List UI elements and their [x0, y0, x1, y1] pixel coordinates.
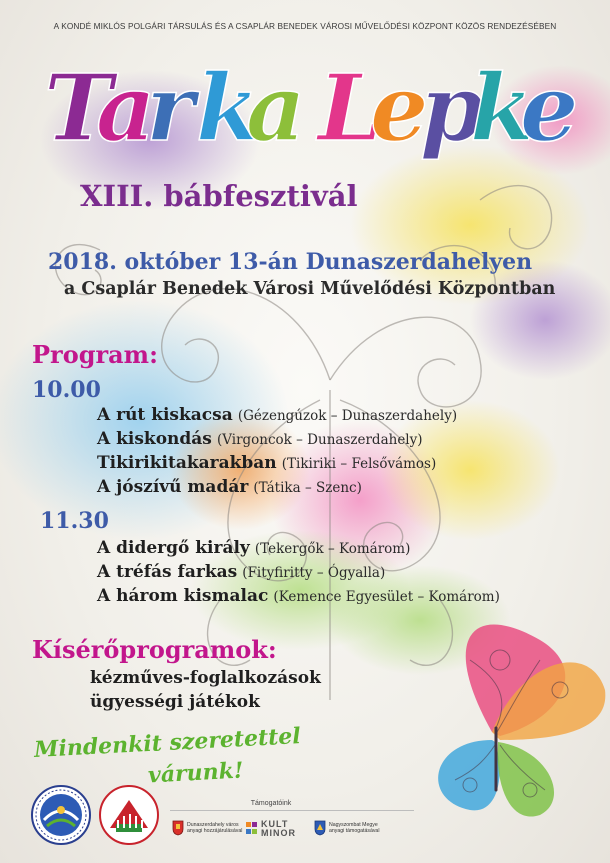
sponsor-region-line2: anyagi támogatásával: [329, 828, 380, 834]
performance-title: A kiskondás: [97, 429, 212, 449]
side-programs-list: [90, 666, 321, 714]
performer-group: (Fityfiritty – Ógyalla): [242, 565, 386, 581]
title-letter: k: [470, 54, 534, 162]
performer-group: (Kemence Egyesület – Komárom): [273, 589, 500, 605]
sponsor-region-line1: Nagyszombat Megye: [329, 821, 378, 828]
title-letter: p: [420, 54, 485, 162]
kultminor-line1: KULT: [261, 819, 289, 829]
title-letter: L: [318, 54, 383, 162]
sponsor-town-line1: Dunaszerdahely város: [187, 821, 239, 828]
event-venue-line: a Csaplár Benedek Városi Művelődési Központban: [64, 279, 556, 299]
time-slot-1: 10.00: [32, 377, 101, 403]
program-item: [97, 475, 457, 499]
performance-title: A jószívű madár: [97, 477, 249, 497]
festival-edition: XIII. bábfesztivál: [80, 179, 358, 213]
program-item: [97, 560, 500, 584]
performer-group: (Gézengúzok – Dunaszerdahely): [237, 408, 458, 424]
title-letter: k: [196, 54, 260, 162]
side-program-item: kézműves-foglalkozások: [90, 668, 321, 688]
sponsor-region: [314, 820, 379, 836]
program-list-2: [97, 536, 500, 608]
time-slot-2: 11.30: [40, 508, 109, 534]
sponsors-divider: [170, 810, 414, 811]
program-list-1: [97, 403, 457, 499]
program-item: [97, 536, 500, 560]
title-letter: T: [44, 54, 113, 162]
performance-title: A didergő király: [97, 538, 250, 558]
side-program-item: ügyességi játékok: [90, 692, 260, 712]
event-date-line: 2018. október 13-án Dunaszerdahelyen: [48, 249, 533, 275]
performer-group: (Virgoncok – Dunaszerdahely): [216, 432, 423, 448]
slogan-line-2: várunk!: [147, 757, 245, 789]
performance-title: A három kismalac: [97, 586, 269, 606]
organizers-line: A KONDÉ MIKLÓS POLGÁRI TÁRSULÁS ÉS A CSAPLÁR BENEDEK VÁROSI MŰVELŐDÉSI KÖZPONT KÖZÖS RENDEZÉSÉBEN: [53, 21, 557, 31]
program-heading: Program:: [32, 340, 158, 369]
sponsor-kultminor: [246, 820, 296, 838]
town-crest-icon: [172, 820, 184, 836]
title-letter: e: [520, 54, 579, 162]
performer-group: (Tátika – Szenc): [253, 480, 362, 496]
sponsors-label: Támogatóink: [250, 800, 292, 807]
side-programs-heading: Kísérőprogramok:: [32, 635, 277, 664]
performance-title: A tréfás farkas: [97, 562, 238, 582]
performance-title: Tikirikitakarakban: [97, 453, 277, 473]
title-letter: a: [96, 54, 156, 162]
title-letter: r: [146, 54, 195, 162]
program-item: [97, 427, 457, 451]
title-letter: a: [246, 54, 306, 162]
region-crest-icon: [314, 820, 326, 836]
program-item: [97, 584, 500, 608]
performer-group: (Tekergők – Komárom): [254, 541, 411, 557]
title-letters: [44, 54, 579, 162]
civic-association-logo: [30, 784, 92, 846]
program-item: [97, 451, 457, 475]
festival-title: [36, 48, 596, 168]
sponsor-town: [172, 820, 242, 836]
title-letter: e: [370, 54, 429, 162]
slogan-line-1: Mindenkit szeretettel: [33, 723, 302, 763]
kultminor-line2: MINOR: [261, 828, 296, 838]
program-item: [97, 403, 457, 427]
performer-group: (Tikiriki – Felsővámos): [281, 456, 437, 472]
cultural-center-logo: [98, 784, 160, 846]
sponsor-town-line2: anyagi hozzájárulásával: [187, 828, 243, 834]
kultminor-logo-icon: [246, 821, 258, 837]
performance-title: A rút kiskacsa: [97, 405, 233, 425]
